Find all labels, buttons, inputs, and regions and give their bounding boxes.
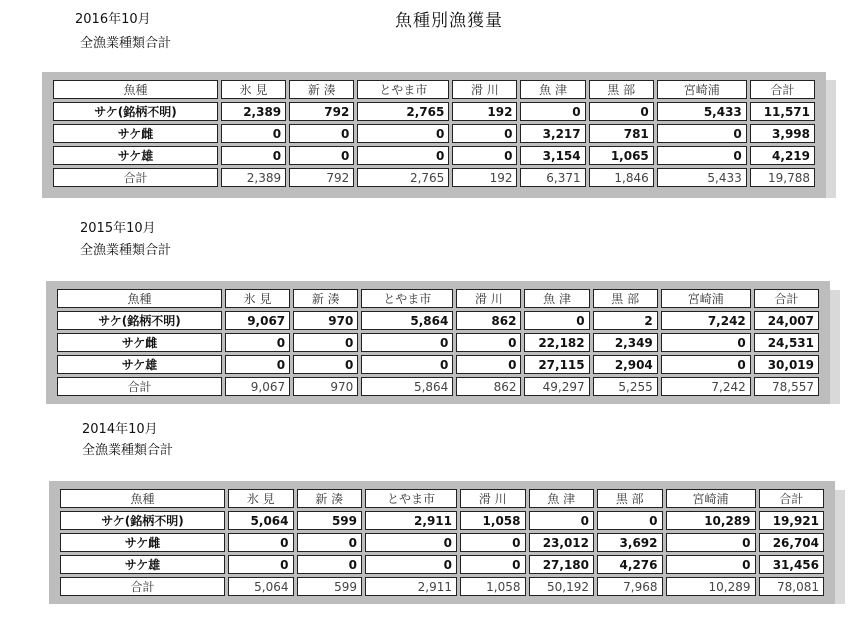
cell-value: 0 (597, 511, 663, 530)
cell-value: 862 (456, 377, 521, 396)
cell-value: 0 (221, 124, 286, 143)
cell-value: 49,297 (524, 377, 589, 396)
cell-value: 0 (657, 124, 747, 143)
column-header: 滑 川 (456, 289, 521, 308)
cell-value: 19,921 (759, 511, 825, 530)
cell-value: 3,154 (520, 146, 585, 165)
cell-value: 4,276 (597, 555, 663, 574)
column-header: 黒 部 (597, 489, 663, 508)
row-label: 合計 (60, 577, 225, 596)
column-header: 滑 川 (460, 489, 526, 508)
cell-value: 0 (289, 124, 354, 143)
cell-value: 0 (666, 533, 756, 552)
cell-value: 0 (228, 555, 294, 574)
cell-value: 970 (293, 377, 358, 396)
column-header: とやま市 (361, 289, 453, 308)
cell-value: 0 (661, 355, 751, 374)
cell-value: 19,788 (750, 168, 815, 187)
cell-value: 1,058 (460, 511, 526, 530)
cell-value: 792 (289, 102, 354, 121)
column-header: 宮崎浦 (666, 489, 756, 508)
cell-value: 31,456 (759, 555, 825, 574)
column-header: 滑 川 (452, 80, 517, 99)
row-label: 合計 (57, 377, 222, 396)
column-header: 魚種 (53, 80, 218, 99)
cell-value: 23,012 (529, 533, 595, 552)
cell-value: 0 (225, 355, 290, 374)
cell-value: 1,065 (589, 146, 654, 165)
cell-value: 2,904 (593, 355, 658, 374)
cell-value: 970 (293, 311, 358, 330)
table-total-row (57, 377, 819, 396)
table-row (57, 333, 819, 352)
cell-value: 0 (657, 146, 747, 165)
cell-value: 0 (293, 333, 358, 352)
table-row (57, 311, 819, 330)
column-header: 新 湊 (289, 80, 354, 99)
cell-value: 7,242 (661, 377, 751, 396)
catch-table-panel (49, 481, 835, 604)
table-total-row (53, 168, 815, 187)
cell-value: 4,219 (750, 146, 815, 165)
cell-value: 0 (460, 533, 526, 552)
row-label: 合計 (53, 168, 218, 187)
table-row (60, 555, 824, 574)
cell-value: 26,704 (759, 533, 825, 552)
cell-value: 5,064 (228, 511, 294, 530)
cell-value: 5,255 (593, 377, 658, 396)
cell-value: 50,192 (529, 577, 595, 596)
cell-value: 27,180 (529, 555, 595, 574)
cell-value: 0 (456, 333, 521, 352)
cell-value: 0 (289, 146, 354, 165)
cell-value: 0 (524, 311, 589, 330)
cell-value: 0 (460, 555, 526, 574)
cell-value: 599 (297, 577, 363, 596)
catch-table (57, 486, 827, 599)
cell-value: 0 (228, 533, 294, 552)
cell-value: 1,058 (460, 577, 526, 596)
cell-value: 0 (666, 555, 756, 574)
cell-value: 2,349 (593, 333, 658, 352)
row-label: サケ雌 (60, 533, 225, 552)
cell-value: 2,911 (365, 577, 457, 596)
cell-value: 2,389 (221, 102, 286, 121)
column-header: 合計 (754, 289, 819, 308)
cell-value: 5,864 (361, 311, 453, 330)
catch-table (54, 286, 822, 399)
cell-value: 781 (589, 124, 654, 143)
cell-value: 9,067 (225, 377, 290, 396)
column-header: 氷 見 (228, 489, 294, 508)
cell-value: 22,182 (524, 333, 589, 352)
column-header: 魚 津 (520, 80, 585, 99)
cell-value: 2,765 (357, 168, 449, 187)
cell-value: 2,765 (357, 102, 449, 121)
table-row (53, 102, 815, 121)
column-header: 宮崎浦 (657, 80, 747, 99)
page-title: 魚種別漁獲量 (395, 11, 503, 31)
table-row (53, 124, 815, 143)
cell-value: 6,371 (520, 168, 585, 187)
cell-value: 10,289 (666, 577, 756, 596)
cell-value: 2,389 (221, 168, 286, 187)
cell-value: 30,019 (754, 355, 819, 374)
cell-value: 0 (520, 102, 585, 121)
cell-value: 599 (297, 511, 363, 530)
cell-value: 0 (297, 533, 363, 552)
column-header: とやま市 (365, 489, 457, 508)
cell-value: 0 (452, 124, 517, 143)
cell-value: 2,911 (365, 511, 457, 530)
cell-value: 1,846 (589, 168, 654, 187)
column-header: 宮崎浦 (661, 289, 751, 308)
cell-value: 192 (452, 102, 517, 121)
cell-value: 24,007 (754, 311, 819, 330)
cell-value: 27,115 (524, 355, 589, 374)
column-header: 氷 見 (221, 80, 286, 99)
cell-value: 0 (661, 333, 751, 352)
cell-value: 3,217 (520, 124, 585, 143)
cell-value: 0 (529, 511, 595, 530)
cell-value: 0 (456, 355, 521, 374)
table-row (60, 511, 824, 530)
cell-value: 0 (365, 555, 457, 574)
cell-value: 0 (361, 355, 453, 374)
cell-value: 0 (365, 533, 457, 552)
column-header: 氷 見 (225, 289, 290, 308)
cell-value: 3,692 (597, 533, 663, 552)
cell-value: 9,067 (225, 311, 290, 330)
cell-value: 862 (456, 311, 521, 330)
cell-value: 11,571 (750, 102, 815, 121)
cell-value: 78,557 (754, 377, 819, 396)
cell-value: 0 (293, 355, 358, 374)
column-header: 新 湊 (293, 289, 358, 308)
section-year: 2015年10月 (80, 221, 156, 236)
cell-value: 24,531 (754, 333, 819, 352)
cell-value: 10,289 (666, 511, 756, 530)
row-label: サケ(銘柄不明) (60, 511, 225, 530)
cell-value: 192 (452, 168, 517, 187)
column-header: 合計 (750, 80, 815, 99)
column-header: 新 湊 (297, 489, 363, 508)
column-header: 黒 部 (589, 80, 654, 99)
cell-value: 78,081 (759, 577, 825, 596)
column-header: 魚 津 (524, 289, 589, 308)
row-label: サケ雄 (57, 355, 222, 374)
table-row (57, 355, 819, 374)
row-label: サケ雄 (60, 555, 225, 574)
cell-value: 0 (452, 146, 517, 165)
cell-value: 5,433 (657, 102, 747, 121)
cell-value: 3,998 (750, 124, 815, 143)
cell-value: 7,242 (661, 311, 751, 330)
cell-value: 0 (589, 102, 654, 121)
cell-value: 0 (357, 146, 449, 165)
column-header: 魚種 (57, 289, 222, 308)
table-header-row (53, 80, 815, 99)
cell-value: 5,433 (657, 168, 747, 187)
table-total-row (60, 577, 824, 596)
table-header-row (60, 489, 824, 508)
table-header-row (57, 289, 819, 308)
column-header: 魚種 (60, 489, 225, 508)
catch-table-panel (42, 72, 826, 198)
section-year: 2016年10月 (75, 12, 151, 27)
table-row (60, 533, 824, 552)
column-header: とやま市 (357, 80, 449, 99)
row-label: サケ雌 (57, 333, 222, 352)
cell-value: 5,064 (228, 577, 294, 596)
column-header: 魚 津 (529, 489, 595, 508)
cell-value: 0 (297, 555, 363, 574)
row-label: サケ雄 (53, 146, 218, 165)
cell-value: 2 (593, 311, 658, 330)
section-subtitle: 全漁業種類合計 (80, 36, 172, 51)
section-subtitle: 全漁業種類合計 (82, 443, 174, 458)
section-subtitle: 全漁業種類合計 (80, 243, 172, 258)
row-label: サケ(銘柄不明) (57, 311, 222, 330)
catch-table (50, 77, 818, 190)
cell-value: 5,864 (361, 377, 453, 396)
cell-value: 0 (225, 333, 290, 352)
cell-value: 0 (357, 124, 449, 143)
row-label: サケ(銘柄不明) (53, 102, 218, 121)
catch-table-panel (46, 281, 830, 404)
cell-value: 792 (289, 168, 354, 187)
column-header: 合計 (759, 489, 825, 508)
table-row (53, 146, 815, 165)
cell-value: 7,968 (597, 577, 663, 596)
column-header: 黒 部 (593, 289, 658, 308)
cell-value: 0 (221, 146, 286, 165)
cell-value: 0 (361, 333, 453, 352)
section-year: 2014年10月 (82, 422, 158, 437)
row-label: サケ雌 (53, 124, 218, 143)
